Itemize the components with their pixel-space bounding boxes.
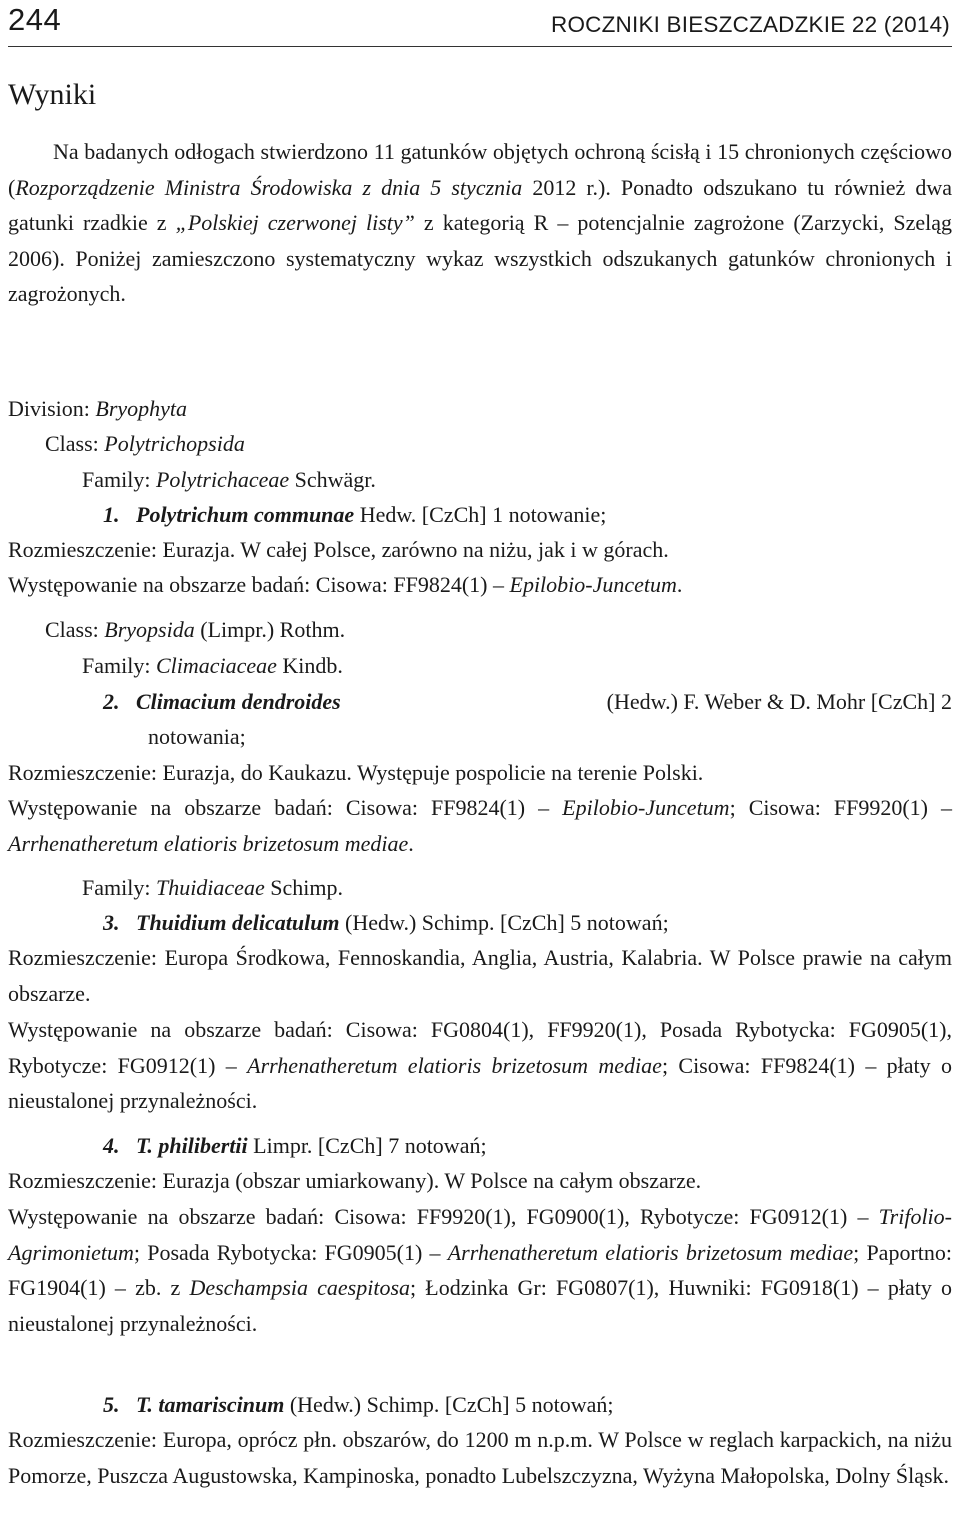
family-line-1 <box>82 462 376 497</box>
species-occurrence-3 <box>8 1012 952 1119</box>
species-name: Thuidium delicatulum <box>136 910 340 935</box>
family-name: Thuidiaceae <box>155 875 265 900</box>
intro-paragraph <box>8 134 952 312</box>
species-occurrence-4 <box>8 1199 952 1341</box>
class-line-1 <box>45 426 245 461</box>
species-range-5: Rozmieszczenie: Europa, oprócz płn. obszarów, do 1200 m n.p.m. W Polsce w reglach karpackich, na niżu Pomorze, Puszcza Augustowska, Kampinoska, ponadto Lubelszczyzna, Wyżyna Małopolska, Dolny Śląsk. <box>8 1427 952 1488</box>
species-name: Climacium dendroides <box>136 689 341 714</box>
family-author: Schimp. <box>264 875 343 900</box>
division-line <box>8 391 187 426</box>
intro-law-title: Rozporządzenie Ministra Środowiska z dnia 5 stycznia <box>15 174 523 200</box>
species-range-3: Rozmieszczenie: Europa Środkowa, Fennoskandia, Anglia, Austria, Kalabria. W Polsce prawie na całym obszarze. <box>8 945 952 1006</box>
species-author: Limpr. [CzCh] 7 notowań; <box>247 1133 487 1158</box>
species-author: (Hedw.) F. Weber & D. Mohr [CzCh] 2 <box>606 689 952 714</box>
species-heading-3 <box>103 905 669 940</box>
family-label: Family: <box>82 875 156 900</box>
occurrence-text: ; Posada Rybotycka: FG0905(1) – <box>133 1239 448 1265</box>
intro-text-3: z kategorią R – potencjalnie zagrożone (Zarzycki, Szeląg 2006). Poniżej zamieszczono systematyczny wykaz wszystkich odszukanych gatunków chronionych i zagrożonych. <box>8 210 952 306</box>
occurrence-text: Występowanie na obszarze badań: Cisowa: FG0804(1), FF9920(1), Posada Rybotycka: FG0905(1), Rybotycze: FG0912(1) – <box>8 1017 952 1078</box>
species-heading-4 <box>103 1128 487 1163</box>
species-heading-2-cont: notowania; <box>148 724 246 749</box>
class-label: Class: <box>45 431 105 456</box>
species-range-1: Rozmieszczenie: Eurazja. W całej Polsce, zarówno na niżu, jak i w górach. <box>8 537 669 562</box>
occurrence-text: Występowanie na obszarze badań: Cisowa: FF9920(1), FG0900(1), Rybotycze: FG0912(1) – <box>8 1204 879 1229</box>
family-line-2 <box>82 648 343 683</box>
division-label: Division: <box>8 396 96 421</box>
occurrence-syntaxon: Arrhenatheretum elatioris brizetosum mediae <box>247 1052 662 1078</box>
family-name: Polytrichaceae <box>155 467 290 492</box>
occurrence-syntaxon: Epilobio-Juncetum <box>562 795 730 820</box>
family-label: Family: <box>82 653 156 678</box>
running-header <box>8 0 952 47</box>
occurrence-syntaxon: Epilobio-Juncetum <box>509 572 677 597</box>
occurrence-text: Występowanie na obszarze badań: Cisowa: FF9824(1) – <box>8 795 563 820</box>
occurrence-syntaxon: Deschampsia caespitosa <box>189 1275 411 1300</box>
occurrence-text: ; Paportno: FG1904(1) – zb. z <box>8 1239 953 1300</box>
family-name: Climaciaceae <box>155 653 277 678</box>
intro-text-1: Na badanych odłogach stwierdzono 11 gatunków objętych ochroną ścisłą i 15 chronionych częściowo ( <box>8 139 952 200</box>
species-number: 4. <box>103 1133 120 1158</box>
class-name: Bryopsida <box>104 617 195 642</box>
species-heading-2 <box>103 684 952 719</box>
occurrence-text: ; Łodzinka Gr: FG0807(1), Huwniki: FG0918(1) – płaty o nieustalonej przynależności. <box>8 1275 952 1336</box>
family-line-3 <box>82 870 343 905</box>
species-heading-1 <box>103 497 606 532</box>
species-name: T. philibertii <box>136 1133 248 1158</box>
family-author: Schwägr. <box>289 467 376 492</box>
class-name: Polytrichopsida <box>104 431 245 456</box>
occurrence-text: . <box>408 830 414 856</box>
section-title: Wyniki <box>8 78 97 111</box>
intro-red-list: „Polskiej czerwonej listy” <box>175 210 415 235</box>
division-name: Bryophyta <box>95 396 188 421</box>
species-occurrence-1 <box>8 567 682 602</box>
intro-text-2: 2012 r.). Ponadto odszukano tu również dwa gatunki rzadkie z <box>8 174 952 235</box>
species-occurrence-2 <box>8 790 952 861</box>
class-label: Class: <box>45 617 105 642</box>
species-range-2: Rozmieszczenie: Eurazja, do Kaukazu. Występuje pospolicie na terenie Polski. <box>8 760 704 785</box>
occurrence-syntaxon: Arrhenatheretum elatioris brizetosum mediae <box>447 1239 854 1265</box>
occurrence-text: Występowanie na obszarze badań: Cisowa: FF9824(1) – <box>8 572 510 597</box>
species-author: (Hedw.) Schimp. [CzCh] 5 notowań; <box>339 910 669 935</box>
occurrence-text: ; Cisowa: FF9824(1) – płaty o nieustalonej przynależności. <box>8 1052 953 1113</box>
page-number: 244 <box>8 2 62 37</box>
species-range-4: Rozmieszczenie: Eurazja (obszar umiarkowany). W Polsce na całym obszarze. <box>8 1168 702 1193</box>
species-number: 2. <box>103 689 120 714</box>
species-author: (Hedw.) Schimp. [CzCh] 5 notowań; <box>284 1392 614 1417</box>
family-label: Family: <box>82 467 156 492</box>
class-author: (Limpr.) Rothm. <box>194 617 346 642</box>
journal-title: ROCZNIKI BIESZCZADZKIE 22 (2014) <box>551 12 950 37</box>
family-author: Kindb. <box>276 653 343 678</box>
occurrence-syntaxon: Arrhenatheretum elatioris brizetosum mediae <box>8 830 409 856</box>
species-number: 3. <box>103 910 120 935</box>
occurrence-text: . <box>676 572 683 597</box>
species-number: 1. <box>103 502 120 527</box>
species-heading-left <box>103 684 341 719</box>
species-author: Hedw. [CzCh] 1 notowanie; <box>354 502 607 527</box>
occurrence-syntaxon: Trifolio-Agrimonietum <box>8 1204 952 1265</box>
species-heading-5 <box>103 1387 613 1422</box>
species-name: Polytrichum communae <box>136 502 355 527</box>
class-line-2 <box>45 612 345 647</box>
occurrence-text: ; Cisowa: FF9920(1) – <box>729 795 952 820</box>
species-name: T. tamariscinum <box>136 1392 285 1417</box>
species-number: 5. <box>103 1392 120 1417</box>
